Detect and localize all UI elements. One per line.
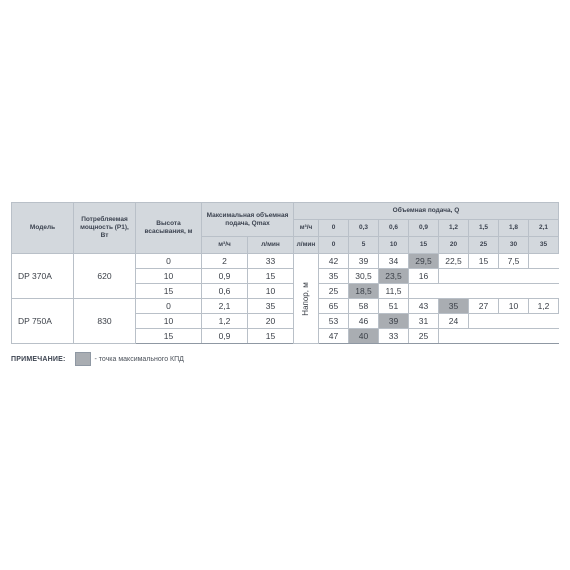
- flow-header: Объемная подача, Q: [294, 203, 559, 220]
- head-cell-max-efficiency: 40: [349, 329, 379, 344]
- pump-spec-table: [11, 202, 559, 344]
- head-cell: 34: [379, 254, 409, 269]
- legend-note: [11, 352, 184, 366]
- head-cell: 25: [409, 329, 439, 344]
- suction-value: 15: [136, 329, 202, 344]
- suction-value: 10: [136, 314, 202, 329]
- head-cell: [409, 284, 439, 299]
- flow-m3-cell: 0: [319, 220, 349, 237]
- head-cell: [469, 329, 499, 344]
- suction-value: 0: [136, 299, 202, 314]
- head-axis-label: [294, 254, 319, 344]
- head-cell: 58: [349, 299, 379, 314]
- head-cell: 30,5: [349, 269, 379, 284]
- flow-lmin-cell: 0: [319, 237, 349, 254]
- head-cell: [439, 269, 469, 284]
- head-cell: [469, 269, 499, 284]
- head-cell: 42: [319, 254, 349, 269]
- head-cell: [469, 314, 499, 329]
- flow-m3-cell: 0,3: [349, 220, 379, 237]
- suction-value: 15: [136, 284, 202, 299]
- flow-unit-m3: м³/ч: [294, 220, 319, 237]
- model-header: Модель: [12, 203, 74, 254]
- qmax-m3-value: 0,9: [202, 329, 248, 344]
- qmax-unit-m3: м³/ч: [202, 237, 248, 254]
- head-cell: [499, 329, 529, 344]
- head-cell: 22,5: [439, 254, 469, 269]
- head-cell: 47: [319, 329, 349, 344]
- power-header: Потребляемая мощность (P1), Вт: [74, 203, 136, 254]
- head-cell: 39: [349, 254, 379, 269]
- qmax-m3-value: 2,1: [202, 299, 248, 314]
- flow-m3-cell: 1,2: [439, 220, 469, 237]
- suction-value: 0: [136, 254, 202, 269]
- max-efficiency-swatch: [75, 352, 91, 366]
- flow-m3-cell: 0,6: [379, 220, 409, 237]
- head-cell: 16: [409, 269, 439, 284]
- head-axis-label-text: Напор, м: [301, 281, 310, 316]
- flow-m3-cell: 0,9: [409, 220, 439, 237]
- head-cell: [529, 284, 559, 299]
- head-cell-max-efficiency: 29,5: [409, 254, 439, 269]
- qmax-m3-value: 2: [202, 254, 248, 269]
- qmax-lmin-value: 15: [248, 269, 294, 284]
- head-cell: [529, 254, 559, 269]
- qmax-lmin-value: 15: [248, 329, 294, 344]
- power-value: 620: [74, 254, 136, 299]
- head-cell: [529, 314, 559, 329]
- suction-value: 10: [136, 269, 202, 284]
- flow-lmin-cell: 10: [379, 237, 409, 254]
- table-row: [12, 254, 559, 269]
- qmax-m3-value: 1,2: [202, 314, 248, 329]
- note-text: - точка максимального КПД: [94, 355, 184, 363]
- model-name: DP 370A: [12, 254, 74, 299]
- head-cell: 46: [349, 314, 379, 329]
- head-cell: 53: [319, 314, 349, 329]
- flow-lmin-cell: 35: [529, 237, 559, 254]
- head-cell-max-efficiency: 39: [379, 314, 409, 329]
- head-cell: [499, 314, 529, 329]
- head-cell: [469, 284, 499, 299]
- head-cell: 10: [499, 299, 529, 314]
- qmax-lmin-value: 10: [248, 284, 294, 299]
- qmax-m3-value: 0,9: [202, 269, 248, 284]
- qmax-header: Максимальная объемная подача, Qmax: [202, 203, 294, 237]
- flow-lmin-cell: 30: [499, 237, 529, 254]
- qmax-m3-value: 0,6: [202, 284, 248, 299]
- head-cell: 24: [439, 314, 469, 329]
- head-cell-max-efficiency: 18,5: [349, 284, 379, 299]
- head-cell-max-efficiency: 23,5: [379, 269, 409, 284]
- flow-lmin-cell: 25: [469, 237, 499, 254]
- qmax-unit-lmin: л/мин: [248, 237, 294, 254]
- head-cell: [439, 284, 469, 299]
- head-cell: 35: [319, 269, 349, 284]
- flow-lmin-cell: 15: [409, 237, 439, 254]
- head-cell: 11,5: [379, 284, 409, 299]
- head-cell: 31: [409, 314, 439, 329]
- head-cell: [439, 329, 469, 344]
- head-cell: 65: [319, 299, 349, 314]
- qmax-lmin-value: 35: [248, 299, 294, 314]
- head-cell: 25: [319, 284, 349, 299]
- power-value: 830: [74, 299, 136, 344]
- qmax-lmin-value: 33: [248, 254, 294, 269]
- head-cell: 43: [409, 299, 439, 314]
- head-cell: 15: [469, 254, 499, 269]
- qmax-lmin-value: 20: [248, 314, 294, 329]
- head-cell: 27: [469, 299, 499, 314]
- head-cell: [499, 284, 529, 299]
- head-cell: [529, 329, 559, 344]
- note-label: ПРИМЕЧАНИЕ:: [11, 355, 66, 363]
- head-cell: 7,5: [499, 254, 529, 269]
- head-cell: 51: [379, 299, 409, 314]
- table-row: [12, 299, 559, 314]
- flow-lmin-cell: 5: [349, 237, 379, 254]
- flow-lmin-cell: 20: [439, 237, 469, 254]
- head-cell: 1,2: [529, 299, 559, 314]
- flow-m3-cell: 1,8: [499, 220, 529, 237]
- flow-m3-cell: 1,5: [469, 220, 499, 237]
- model-name: DP 750A: [12, 299, 74, 344]
- head-cell: [529, 269, 559, 284]
- suction-header: Высота всасывания, м: [136, 203, 202, 254]
- head-cell-max-efficiency: 35: [439, 299, 469, 314]
- flow-unit-lmin: л/мин: [294, 237, 319, 254]
- head-cell: 33: [379, 329, 409, 344]
- head-cell: [499, 269, 529, 284]
- flow-m3-cell: 2,1: [529, 220, 559, 237]
